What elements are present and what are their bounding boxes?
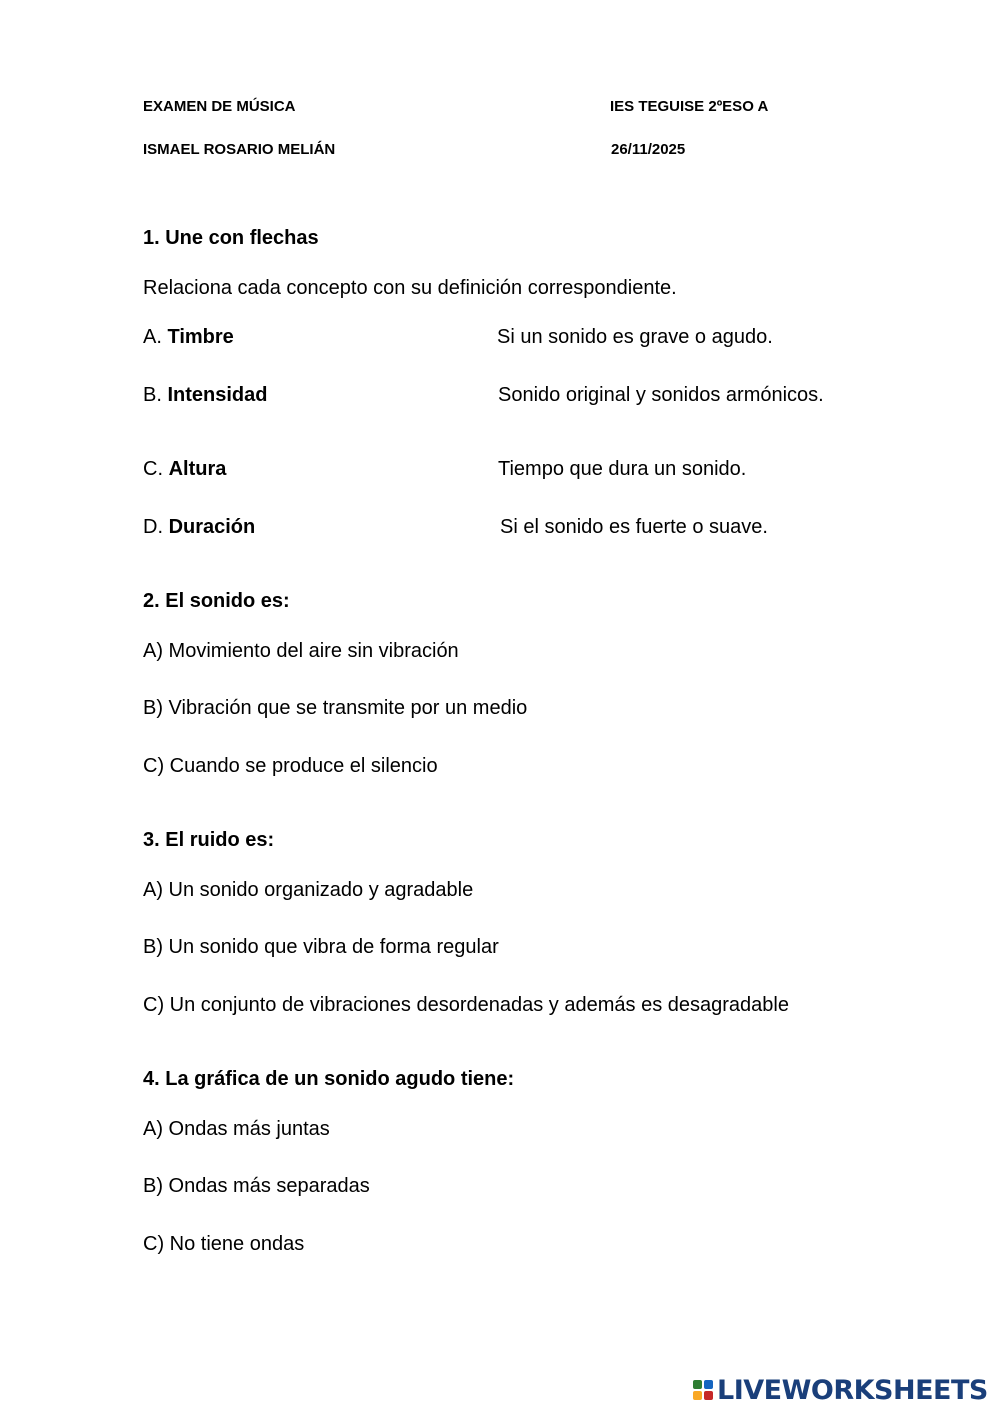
q1-definition-3[interactable]: Tiempo que dura un sonido. [498,458,747,480]
q1-definition-2[interactable]: Sonido original y sonidos armónicos. [498,384,824,406]
exam-date: 26/11/2025 [611,141,686,158]
q1-definition-4[interactable]: Si el sonido es fuerte o suave. [500,516,768,538]
logo-text: LIVEWORKSHEETS [717,1374,988,1406]
liveworksheets-logo-icon [693,1380,713,1400]
school-class: IES TEGUISE 2ºESO A [610,98,769,115]
q1-instruction: Relaciona cada concepto con su definición correspondiente. [143,277,677,299]
q3-option-b[interactable]: B) Un sonido que vibra de forma regular [143,936,499,958]
q2-option-a[interactable]: A) Movimiento del aire sin vibración [143,640,459,662]
q3-option-c[interactable]: C) Un conjunto de vibraciones desordenadas y además es desagradable [143,994,789,1016]
concept-term: Intensidad [167,384,268,406]
q1-concept-d [143,516,255,539]
q2-option-b[interactable]: B) Vibración que se transmite por un medio [143,697,528,719]
q1-concept-a [143,326,234,349]
q4-option-c[interactable]: C) No tiene ondas [143,1233,305,1255]
q3-title: 3. El ruido es: [143,829,275,851]
q2-option-c[interactable]: C) Cuando se produce el silencio [143,755,438,777]
q3-option-a[interactable]: A) Un sonido organizado y agradable [143,879,474,901]
q4-title: 4. La gráfica de un sonido agudo tiene: [143,1068,515,1090]
q4-option-b[interactable]: B) Ondas más separadas [143,1175,370,1197]
q1-definition-1[interactable]: Si un sonido es grave o agudo. [497,326,773,348]
q1-concept-b [143,384,267,407]
liveworksheets-logo[interactable] [693,1373,988,1407]
q2-title: 2. El sonido es: [143,590,290,612]
exam-title: EXAMEN DE MÚSICA [143,98,296,115]
concept-prefix: A. [143,326,162,348]
concept-prefix: B. [143,384,162,406]
concept-term: Timbre [167,326,234,348]
concept-prefix: C. [143,458,163,480]
concept-prefix: D. [143,516,163,538]
q1-title: 1. Une con flechas [143,227,319,249]
q4-option-a[interactable]: A) Ondas más juntas [143,1118,330,1140]
student-name: ISMAEL ROSARIO MELIÁN [143,141,336,158]
concept-term: Altura [168,458,227,480]
q1-concept-c [143,458,226,481]
concept-term: Duración [168,516,256,538]
